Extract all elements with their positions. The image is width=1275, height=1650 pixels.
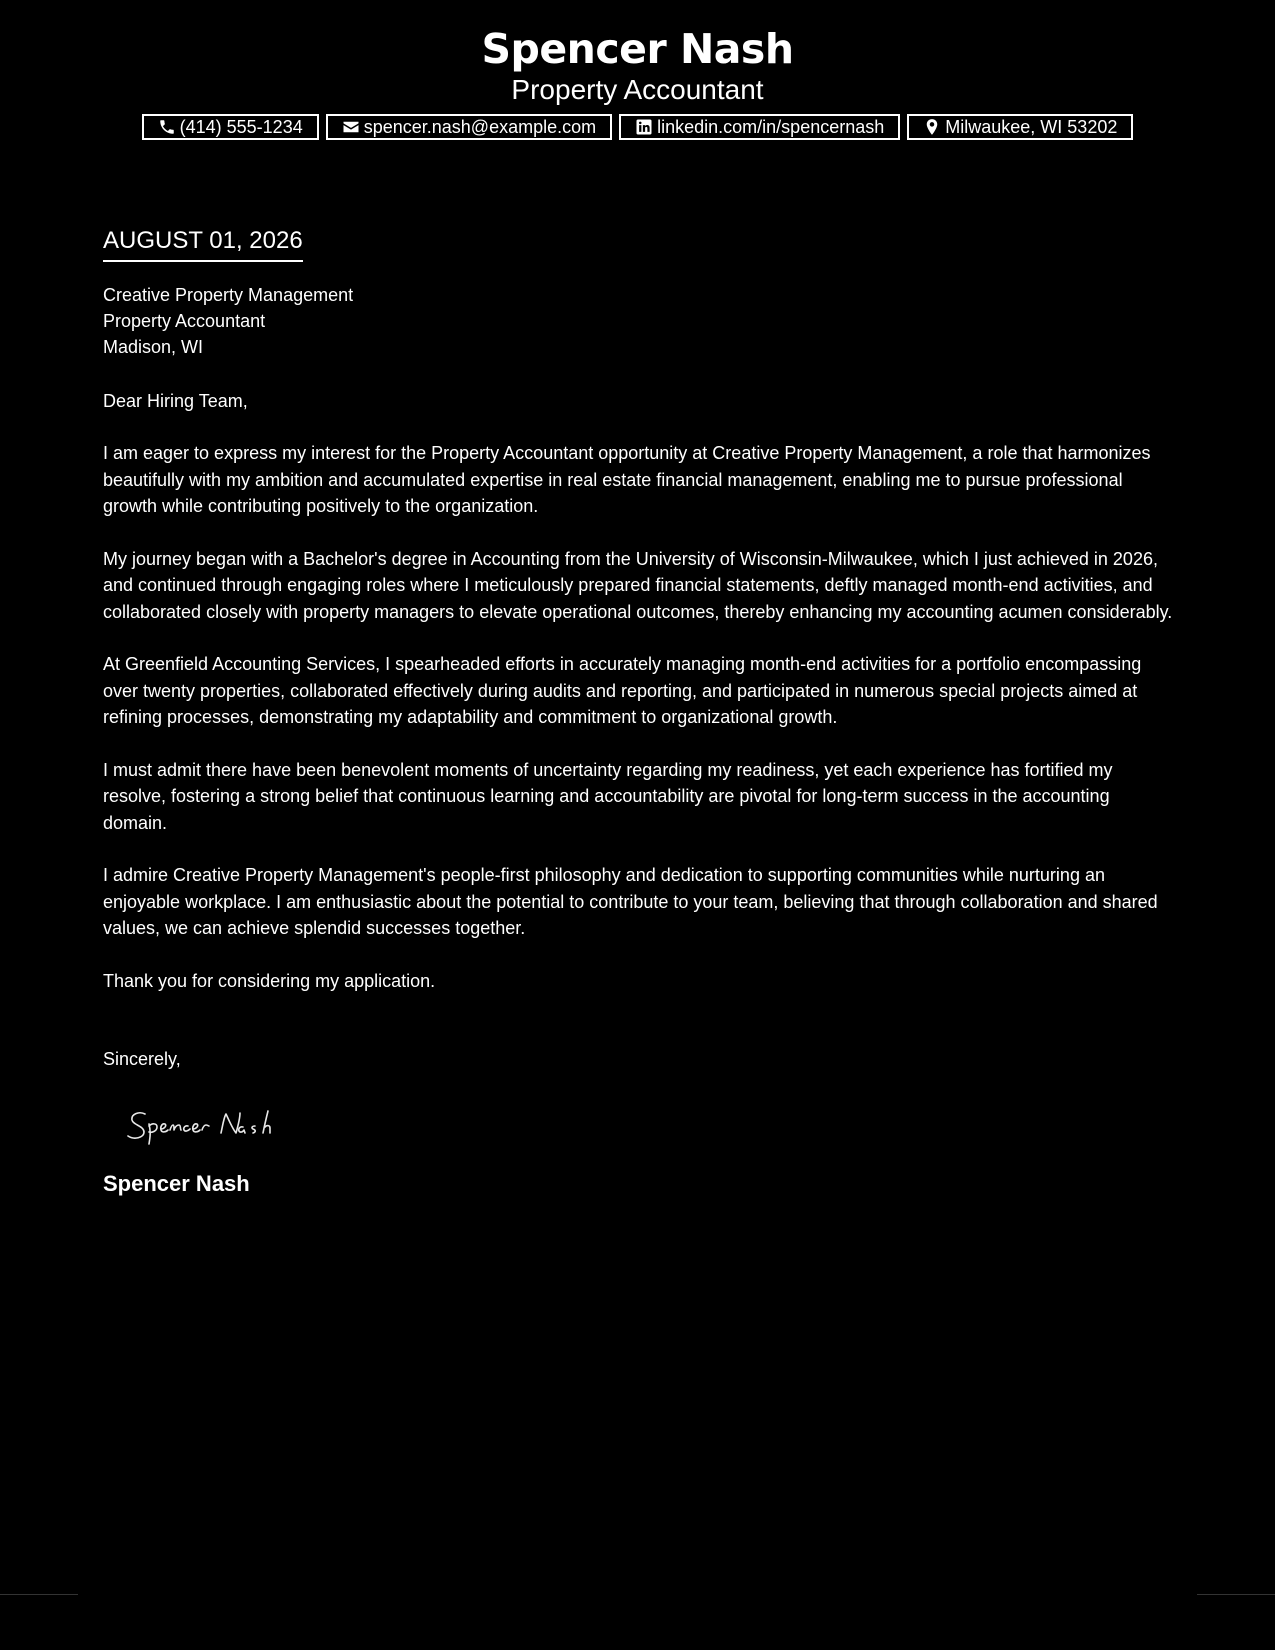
recipient-block [103,282,1173,360]
body-paragraph: I am eager to express my interest for the Property Accountant opportunity at Creative Property Management, a role that harmonizes beautifully with my ambition and accumulated expertise in real estate financial management, enabling me to pursue professional growth while contributing positively to the organization. [103,443,1151,516]
recipient-company: Creative Property Management [103,285,354,305]
applicant-role: Property Accountant [511,74,764,105]
recipient-position: Property Accountant [103,311,266,331]
contact-location [907,114,1133,140]
contact-email-text: spencer.nash@example.com [363,116,597,137]
phone-icon [158,118,176,136]
applicant-name: Spencer Nash [481,25,794,73]
body-paragraph: At Greenfield Accounting Services, I spearheaded efforts in accurately managing month-end activities for a portfolio encompassing over twenty properties, collaborated effectively during audits and reporting, and participated in numerous special projects aimed at refining processes, demonstrating my adaptability and commitment to organizational growth. [103,654,1142,727]
body-paragraph: I must admit there have been benevolent moments of uncertainty regarding my readiness, yet each experience has fortified my resolve, fostering a strong belief that continuous learning and accountability are pivotal for long-term success in the accounting domain. [103,759,1113,833]
contact-bar [0,114,1275,140]
linkedin-icon [635,118,653,136]
contact-phone[interactable] [142,114,319,140]
body-paragraph: Thank you for considering my application. [103,970,436,991]
recipient-location: Madison, WI [103,337,204,357]
contact-email[interactable] [326,114,612,140]
footer-divider-left [0,1594,78,1595]
letter-date: AUGUST 01, 2026 [103,226,303,262]
footer-divider-right [1197,1594,1275,1595]
map-pin-icon [923,118,941,136]
letter-body [103,226,1173,1198]
handwritten-signature [125,1102,1173,1148]
signature-image [125,1102,345,1148]
envelope-icon [342,118,360,136]
contact-location-text: Milwaukee, WI 53202 [945,116,1118,137]
body-paragraph: My journey began with a Bachelor's degree in Accounting from the University of Wisconsin-Milwaukee, which I just achieved in 2026, and continued through engaging roles where I meticulously prepared financial statements, deftly managed month-end activities, and collaborated closely with property managers to elevate operational outcomes, thereby enhancing my accounting acumen considerably. [103,548,1173,622]
body-paragraph: I admire Creative Property Management's people-first philosophy and dedication to supporting communities while nurturing an enjoyable workplace. I am enthusiastic about the potential to contribute to your team, believing that through collaboration and shared values, we can achieve splendid successes together. [103,865,1158,938]
contact-linkedin[interactable] [619,114,900,140]
letter-header [0,0,1275,140]
contact-linkedin-text: linkedin.com/in/spencernash [657,116,885,137]
signer-name: Spencer Nash [103,1171,250,1196]
salutation: Dear Hiring Team, [103,391,248,411]
closing: Sincerely, [103,1049,181,1069]
contact-phone-text: (414) 555-1234 [179,116,303,137]
